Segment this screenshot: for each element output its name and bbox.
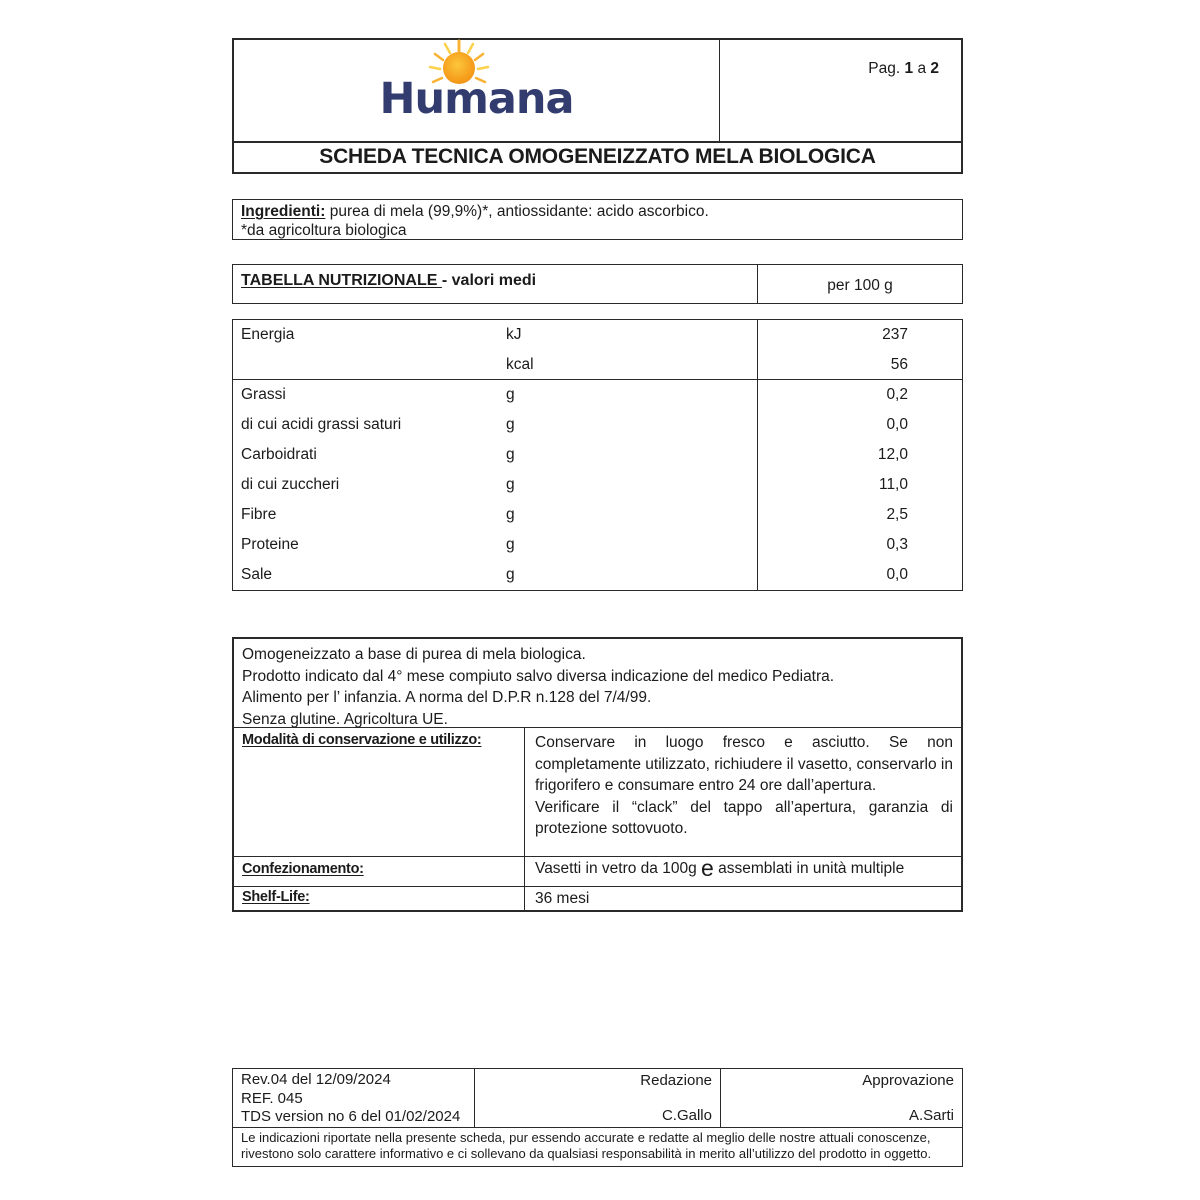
page-separator: a [917, 60, 927, 77]
document-page [232, 0, 963, 1167]
nutrition-subtitle: - valori medi [441, 272, 537, 289]
ingredients-label: Ingredienti: [241, 203, 326, 220]
shelf-life-label: Shelf-Life: [234, 887, 525, 910]
nutrient-unit: g [506, 446, 515, 463]
table-row [233, 380, 962, 410]
nutrient-name: Sale [241, 566, 273, 583]
document-title: SCHEDA TECNICA OMOGENEIZZATO MELA BIOLOGICA [232, 143, 963, 174]
table-row [233, 320, 962, 350]
revision-line: Rev.04 del 12/09/2024 [241, 1071, 391, 1088]
ingredients-note: *da agricoltura biologica [241, 222, 407, 239]
storage-row [234, 727, 961, 856]
description-line: Alimento per l’ infanzia. A norma del D.P.R n.128 del 7/4/99. [242, 689, 652, 706]
nutrient-unit: g [506, 476, 515, 493]
nutrient-value: 0,2 [886, 386, 908, 403]
nutrient-name: Carboidrati [241, 446, 317, 463]
page-indicator [720, 40, 961, 141]
nutrient-value: 11,0 [878, 476, 908, 493]
table-row [233, 500, 962, 530]
packaging-text [525, 857, 961, 886]
nutrient-value: 0,0 [886, 566, 908, 583]
product-description [232, 637, 963, 912]
table-row [233, 350, 962, 380]
table-row [233, 410, 962, 440]
nutrient-value: 0,3 [886, 536, 908, 553]
column-divider [757, 320, 758, 590]
tds-version-line: TDS version no 6 del 01/02/2024 [241, 1108, 461, 1126]
packaging-text-post: assemblati in unità multiple [713, 860, 905, 877]
packaging-text-pre: Vasetti in vetro da 100g [535, 860, 702, 877]
storage-paragraph: Verificare il “clack” del tappo all’apertura, garanzia di protezione sottovuoto. [535, 798, 953, 838]
nutrient-name: Proteine [241, 536, 299, 553]
humana-logo [379, 74, 573, 124]
ingredients-section [232, 199, 963, 240]
packaging-e: e [701, 855, 714, 881]
table-row [233, 530, 962, 560]
nutrient-name: Grassi [241, 386, 286, 403]
disclaimer: Le indicazioni riportate nella presente scheda, pur essendo accurate e redatte al meglio delle nostre attuali conoscenze, rivestono solo carattere informativo e ci sollevano da qualsiasi responsabilità in merito all’utilizzo del prodotto in oggetto. [232, 1128, 963, 1167]
storage-paragraph: Conservare in luogo fresco e asciutto. Se non completamente utilizzato, richiudere il vasetto, conservarlo in frigorifero e consumare entro 24 ore dall’apertura. [535, 734, 953, 795]
page-label: Pag. [868, 60, 901, 77]
logo-wordmark: Humana [379, 73, 574, 124]
approvazione-name: A.Sarti [908, 1107, 954, 1124]
storage-label: Modalità di conservazione e utilizzo: [234, 728, 525, 856]
ingredients-text: purea di mela (99,9%)*, antiossidante: acido ascorbico. [325, 203, 709, 220]
nutrition-title-cell [233, 265, 758, 303]
nutrient-value: 12,0 [877, 446, 908, 463]
nutrient-name: di cui zuccheri [241, 476, 340, 493]
nutrient-value: 2,5 [886, 506, 908, 523]
approvazione-label: Approvazione [862, 1072, 954, 1089]
packaging-row [234, 856, 961, 886]
description-line: Prodotto indicato dal 4° mese compiuto salvo diversa indicazione del medico Pediatra. [242, 667, 835, 685]
description-line: Senza glutine. Agricoltura UE. [242, 710, 448, 728]
table-row [233, 470, 962, 500]
nutrient-name: di cui acidi grassi saturi [241, 416, 402, 433]
nutrient-unit: g [506, 506, 515, 523]
nutrient-value: 0,0 [886, 416, 908, 433]
revision-footer [232, 1068, 963, 1128]
nutrient-unit: g [506, 536, 515, 553]
redazione-name: C.Gallo [661, 1107, 712, 1124]
nutrient-name: Fibre [241, 506, 277, 523]
nutrient-unit: kJ [506, 326, 522, 343]
nutrition-table [232, 319, 963, 591]
shelf-life-value: 36 mesi [535, 890, 590, 907]
nutrient-unit: g [506, 386, 515, 403]
nutrient-value: 56 [890, 355, 908, 373]
storage-text [525, 728, 961, 856]
nutrient-unit: g [506, 566, 515, 583]
description-line: Omogeneizzato a base di purea di mela biologica. [242, 646, 586, 663]
nutrient-name: Energia [241, 326, 295, 343]
nutrient-value: 237 [882, 326, 908, 343]
page-total: 2 [930, 60, 939, 77]
per-100g-label: per 100 g [827, 277, 893, 294]
ref-line: REF. 045 [241, 1089, 303, 1107]
nutrition-table-header [232, 264, 963, 304]
nutrient-unit: kcal [506, 355, 534, 373]
shelf-life-row [234, 886, 961, 910]
ingredients-line [241, 202, 954, 221]
nutrition-title: TABELLA NUTRIZIONALE [241, 272, 442, 289]
table-row [233, 560, 962, 590]
description-paragraph [234, 639, 961, 727]
header [232, 38, 963, 143]
redazione-label: Redazione [640, 1072, 712, 1089]
approvazione-cell [721, 1069, 962, 1127]
page-current: 1 [904, 60, 914, 77]
redazione-cell [475, 1069, 721, 1127]
nutrient-unit: g [506, 416, 515, 433]
packaging-label: Confezionamento: [234, 857, 525, 886]
table-row [233, 440, 962, 470]
logo-cell [234, 40, 720, 141]
revision-info [233, 1069, 475, 1127]
